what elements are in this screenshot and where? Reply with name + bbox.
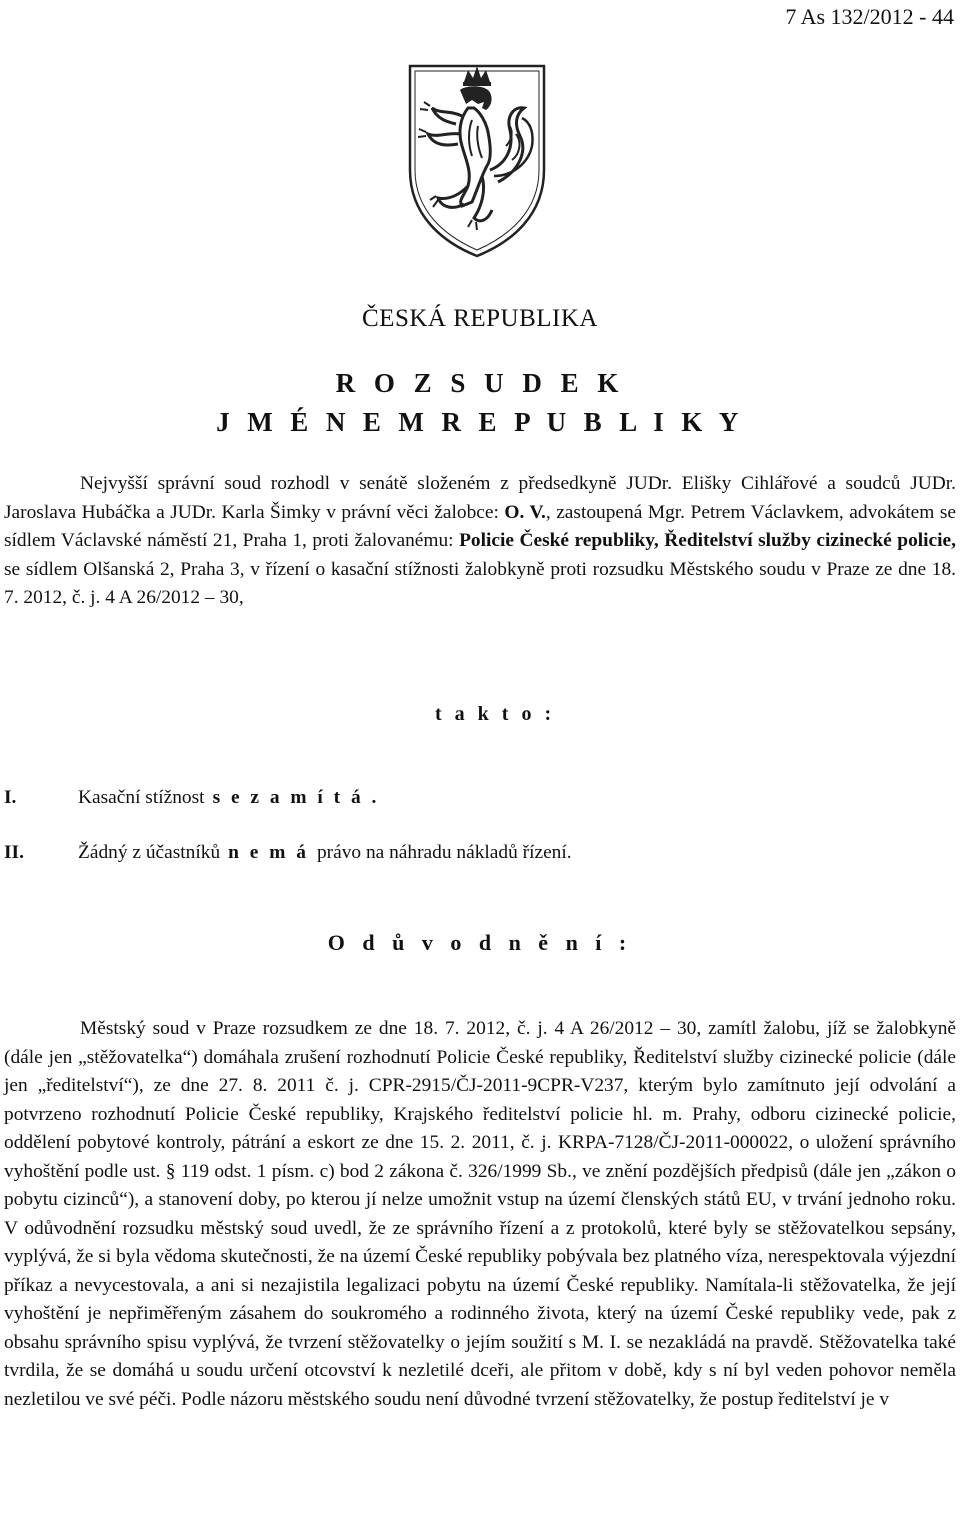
verdict-item-2-text-1: Žádný z účastníků bbox=[78, 842, 221, 863]
intro-text-1: Nejvyšší správní soud rozhodl v senátě složeném z předsedkyně JUDr. Elišky Cihlářové a soudců JUDr. Jaroslava Hubáčka a JUDr. Karla Šimky v právní věci žalobce: bbox=[4, 473, 956, 523]
country-name: ČESKÁ REPUBLIKA bbox=[362, 305, 598, 332]
verdict-item-1 bbox=[4, 787, 387, 809]
intro-text-2: , zastoupená Mgr. Petrem Václavkem, advokátem se sídlem Václavské náměstí 21, Praha 1, proti žalovanému: bbox=[4, 501, 957, 551]
verdict-item-1-text: Kasační stížnost bbox=[78, 787, 205, 808]
plaintiff-name: O. V. bbox=[504, 501, 546, 523]
judgment-heading: R O Z S U D E K bbox=[335, 368, 625, 398]
verdict-item-2-numeral: II. bbox=[4, 842, 24, 863]
intro-paragraph bbox=[4, 470, 956, 613]
reasoning-paragraph: Městský soud v Praze rozsudkem ze dne 18. 7. 2012, č. j. 4 A 26/2012 – 30, zamítl žalobu, jíž se žalobkyně (dále jen „stěžovatelka“) domáhala zrušení rozhodnutí Policie České republiky, Ředitelství služby cizinecké policie (dále jen „ředitelství“), ze dne 27. 8. 2011 č. j. CPR-2915/ČJ-2011-9CPR-V237, kterým bylo zamítnuto její odvolání a potvrzeno rozhodnutí Policie České republiky, Krajského ředitelství policie hl. m. Prahy, odboru cizinecké policie, oddělení pobytové kontroly, pátrání a eskort ze dne 15. 2. 2011, č. j. KRPA-7128/ČJ-2011-000022, o uložení správního vyhoštění podle ust. § 119 odst. 1 písm. c) bod 2 zákona č. 326/1999 Sb., ve znění pozdějších předpisů (dále jen „zákon o pobytu cizinců“), a stanovení doby, po kterou jí nelze umožnit vstup na území členských států EU, v trvání jednoho roku. V odůvodnění rozsudku městský soud uvedl, že ze správního řízení a z protokolů, které byly se stěžovatelkou sepsány, vyplývá, že si byla vědoma skutečnosti, že na území České republiky pobývala bez platného víza, nerespektovala výjezdní příkaz a nevycestovala, a ani si nezajistila legalizaci pobytu na území České republiky. Namítala-li stěžovatelka, že její vyhoštění je nepřiměřeným zásahem do soukromého a rodinného života, který na území České republiky vede, pak z obsahu správního spisu vyplývá, že tvrzení stěžovatelky o jejím soužití s M. I. se nezakládá na pravdě. Stěžovatelka také tvrdila, že se domáhá u soudu určení otcovství k nezletilé dceři, ale přitom v době, kdy s ní byl veden pohovor neměla nezletilou ve své péči. Podle názoru městského soudu není důvodné tvrzení stěžovatelky, že postup ředitelství je v bbox=[4, 1018, 956, 1410]
case-number: 7 As 132/2012 - 44 bbox=[785, 4, 954, 29]
reasoning-heading: O d ů v o d n ě n í : bbox=[327, 930, 633, 955]
defendant-name: Policie České republiky, Ředitelství služby cizinecké policie, bbox=[459, 530, 956, 551]
verdict-item-1-numeral: I. bbox=[4, 787, 17, 808]
verdict-item-1-emphasis: s e z a m í t á . bbox=[212, 787, 380, 808]
intro-text-3: se sídlem Olšanská 2, Praha 3, v řízení o kasační stížnosti žalobkyně proti rozsudku Městského soudu v Praze ze dne 18. 7. 2012, č. j. 4 A 26/2012 – 30, bbox=[4, 558, 956, 608]
czech-lion-emblem-icon bbox=[402, 60, 552, 260]
verdict-item-2 bbox=[4, 842, 572, 864]
takto-heading: t a k t o : bbox=[435, 703, 556, 725]
verdict-item-2-text-2: právo na náhradu nákladů řízení. bbox=[316, 842, 572, 863]
in-name-of-republic-heading: J M É N E M R E P U B L I K Y bbox=[216, 407, 744, 437]
verdict-item-2-emphasis: n e m á bbox=[228, 842, 309, 863]
